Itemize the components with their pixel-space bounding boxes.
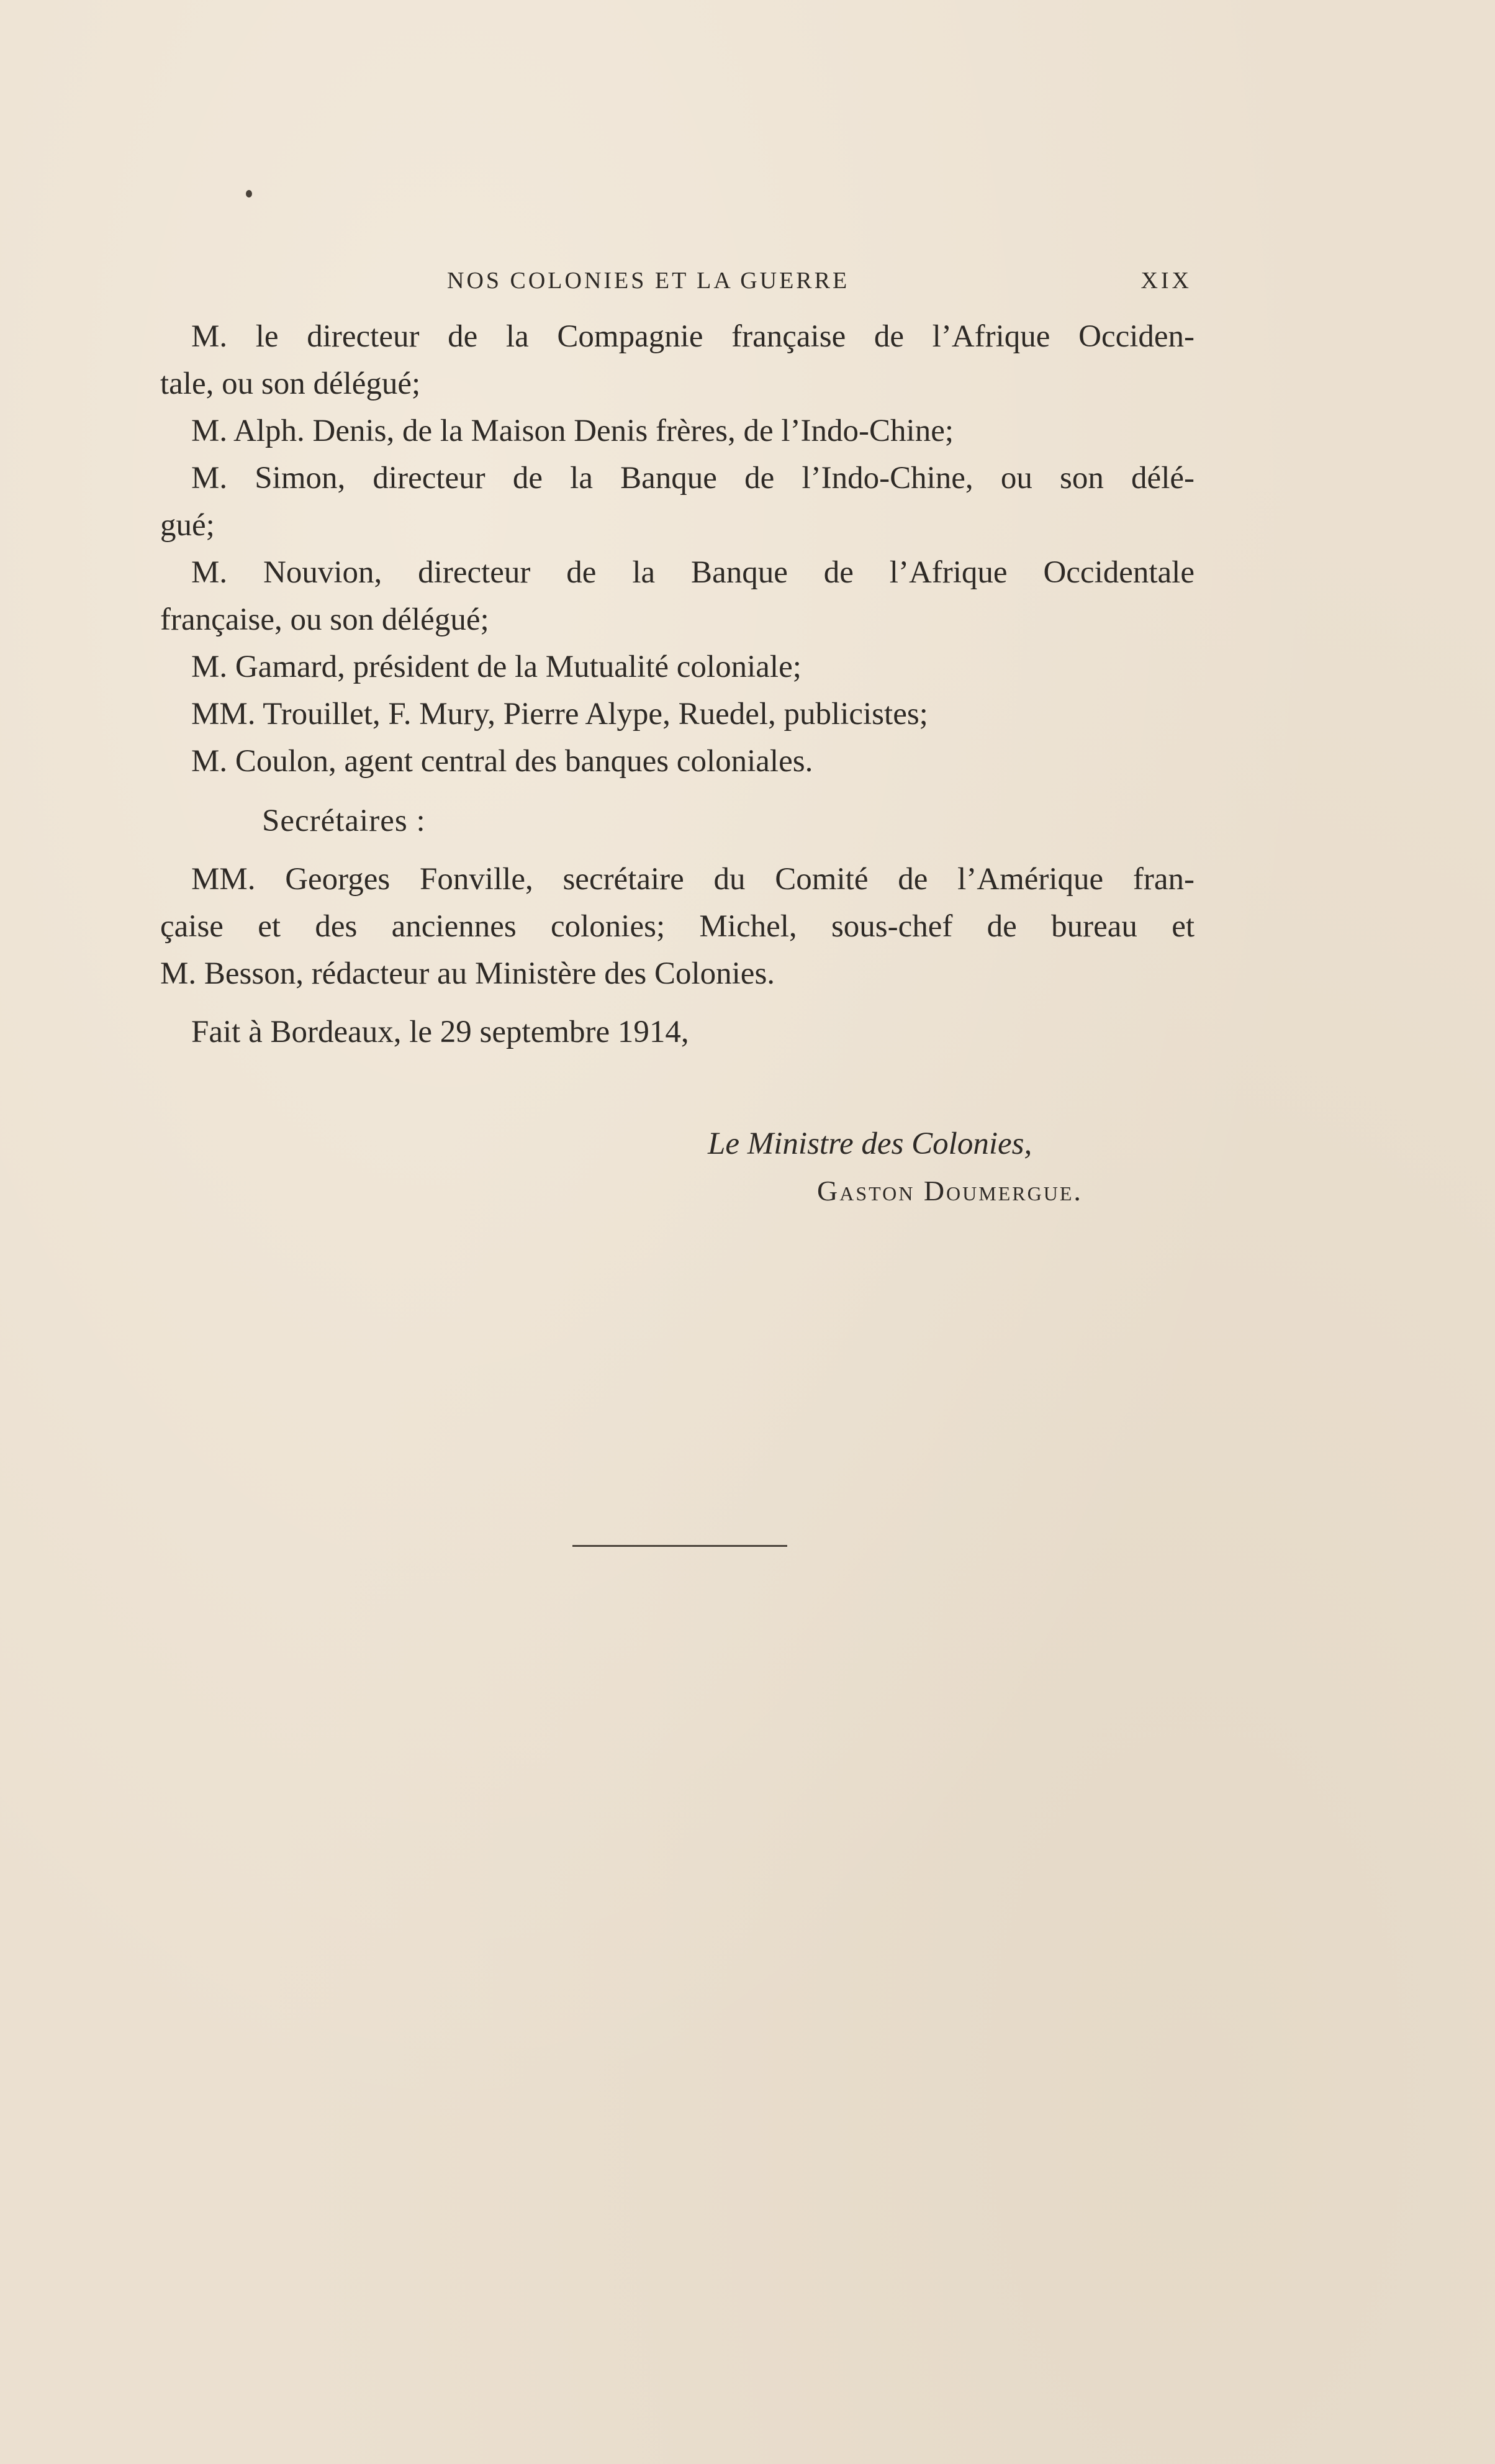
ink-speck	[246, 190, 252, 197]
signature-role: Le Ministre des Colonies,	[708, 1126, 1032, 1161]
body-text	[160, 313, 1195, 1056]
running-title: NOS COLONIES ET LA GUERRE	[447, 268, 850, 294]
closing-rule	[572, 1545, 787, 1547]
signature-block	[708, 1120, 1204, 1215]
body-line: française, ou son délégué;	[160, 602, 489, 637]
page-number: XIX	[1140, 268, 1192, 294]
signature-name: Gaston Doumergue.	[817, 1175, 1083, 1207]
running-head	[161, 262, 1192, 299]
body-line: M. Alph. Denis, de la Maison Denis frères, de l’Indo-Chine;	[191, 414, 954, 448]
secretaires-line: çaise et des anciennes colonies; Michel, sous-chef de bureau et	[160, 909, 1195, 944]
secretaires-heading: Secrétaires :	[262, 804, 426, 838]
body-line: M. Gamard, président de la Mutualité coloniale;	[191, 650, 802, 684]
body-line: gué;	[160, 508, 215, 543]
body-line: M. le directeur de la Compagnie française de l’Afrique Occiden-	[191, 319, 1195, 354]
body-line: MM. Trouillet, F. Mury, Pierre Alype, Ruedel, publicistes;	[191, 697, 928, 732]
body-line: M. Simon, directeur de la Banque de l’Indo-Chine, ou son délé-	[191, 461, 1195, 496]
closing-line: Fait à Bordeaux, le 29 septembre 1914,	[191, 1015, 689, 1049]
secretaires-line: MM. Georges Fonville, secrétaire du Comité de l’Amérique fran-	[191, 862, 1195, 897]
body-line: tale, ou son délégué;	[160, 366, 421, 401]
body-line: M. Coulon, agent central des banques coloniales.	[191, 744, 813, 779]
body-line: M. Nouvion, directeur de la Banque de l’Afrique Occidentale	[191, 555, 1195, 590]
secretaires-line: M. Besson, rédacteur au Ministère des Colonies.	[160, 956, 775, 991]
